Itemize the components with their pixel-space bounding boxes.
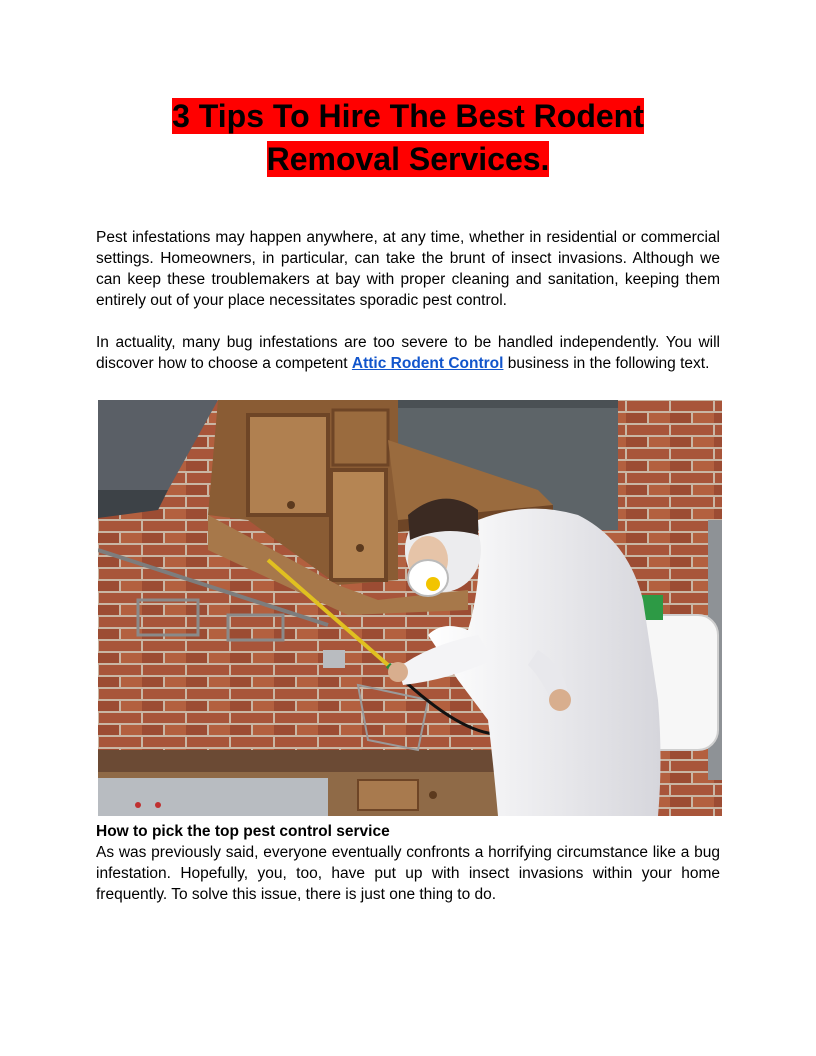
paragraph-text-after-link: business in the following text. <box>503 355 710 372</box>
attic-rodent-control-link[interactable]: Attic Rodent Control <box>351 355 504 372</box>
pest-control-photo <box>98 400 722 816</box>
title-line-1: 3 Tips To Hire The Best Rodent <box>172 98 644 134</box>
section-heading: How to pick the top pest control service <box>96 823 390 840</box>
document-title <box>96 95 720 181</box>
section-paragraph: As was previously said, everyone eventually confronts a horrifying circumstance like a bug infestation. Hopefully, you, too, have put up with insect invasions within your home frequently. To solve this issue, there is just one thing to do. <box>96 844 720 903</box>
intro-paragraph: Pest infestations may happen anywhere, at any time, whether in residential or commercial settings. Homeowners, in particular, can take the brunt of insect invasions. Although we can keep these troublemakers at bay with proper cleaning and sanitation, keeping them entirely out of your place necessitates sporadic pest control. <box>96 229 720 309</box>
paragraph-text-before-link: In actuality, many bug infestations are too severe to be handled independently. You will discover how to choose a competent <box>96 334 720 372</box>
title-line-2: Removal Services. <box>266 141 550 177</box>
second-paragraph <box>96 332 720 374</box>
